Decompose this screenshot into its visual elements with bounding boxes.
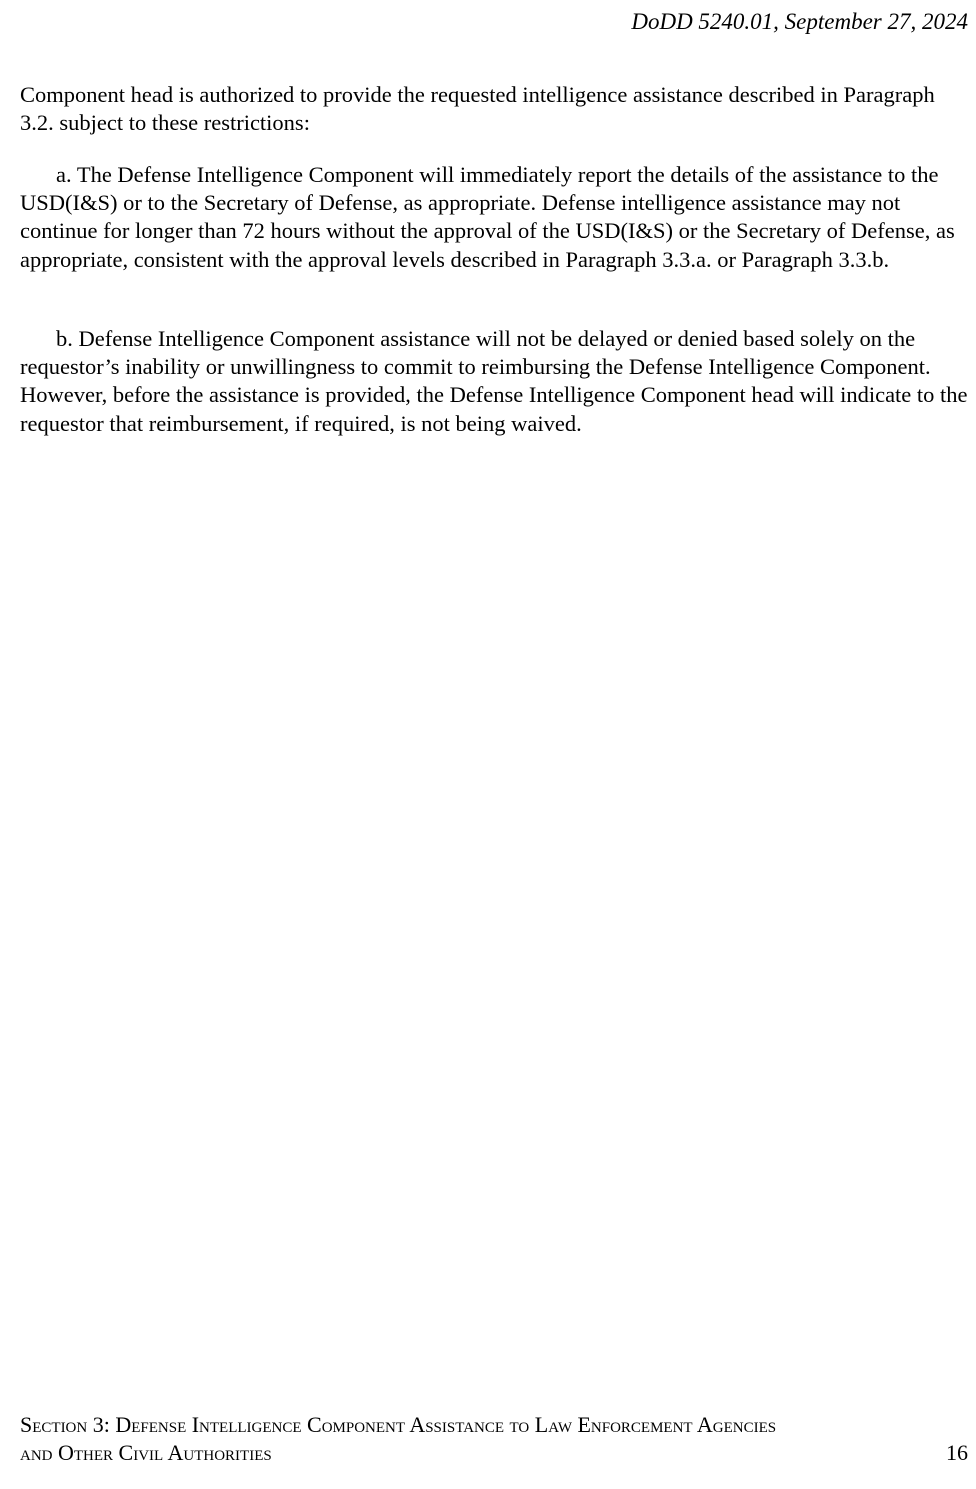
footer-line2	[20, 1439, 968, 1467]
paragraph-a-text: a. The Defense Intelligence Component will immediately report the details of the assistance to the USD(I&S) or to the Secretary of Defense, as appropriate. Defense intelligence assistance may not continue for longer than 72 hours without the approval of the USD(I&S) or the Secretary of Defense, as appropriate, consistent with the approval levels described in Paragraph 3.3.a. or Paragraph 3.3.b.	[20, 162, 955, 272]
paragraph-b	[20, 325, 968, 438]
paragraph-a	[20, 161, 968, 274]
document-header: DoDD 5240.01, September 27, 2024	[631, 9, 968, 34]
page-footer	[20, 1411, 968, 1467]
paragraph-b-text: b. Defense Intelligence Component assistance will not be delayed or denied based solely on the requestor’s inability or unwillingness to commit to reimbursing the Defense Intelligence Component. However, before the assistance is provided, the Defense Intelligence Component head will indicate to the requestor that reimbursement, if required, is not being waived.	[20, 326, 968, 436]
page-number: 16	[946, 1440, 968, 1465]
footer-section-title-line1: Section 3: Defense Intelligence Component Assistance to Law Enforcement Agencies	[20, 1412, 777, 1437]
footer-section-title-line2: and Other Civil Authorities	[20, 1440, 272, 1465]
paragraph-intro	[20, 81, 968, 137]
paragraph-intro-text: Component head is authorized to provide the requested intelligence assistance described in Paragraph 3.2. subject to these restrictions:	[20, 82, 935, 136]
